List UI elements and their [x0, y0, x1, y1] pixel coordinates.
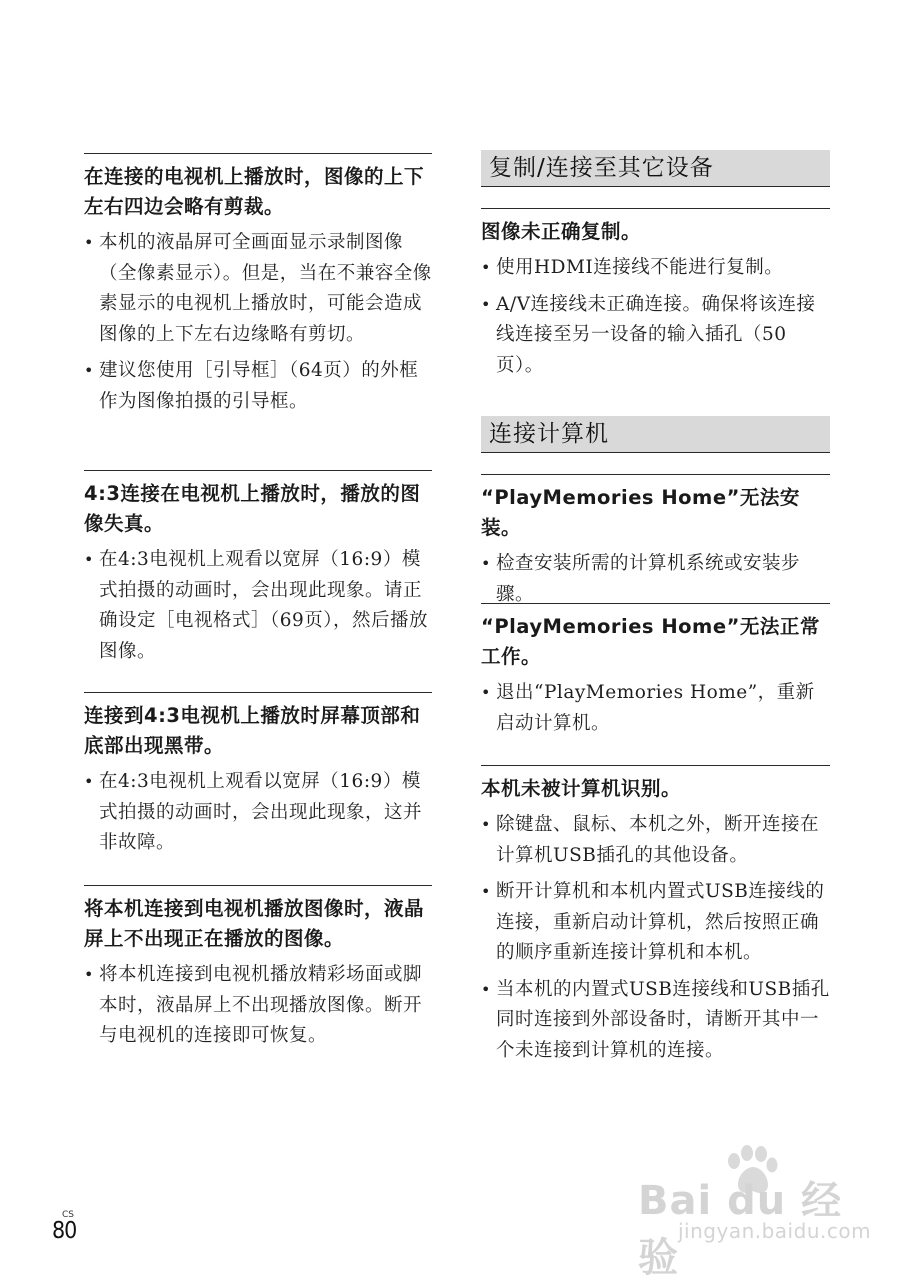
issue-block-lcd-no-image	[84, 885, 432, 1052]
bullet-item: • 使用HDMI连接线不能进行复制。	[481, 253, 830, 284]
issue-title: 在连接的电视机上播放时，图像的上下左右四边会略有剪裁。	[84, 165, 425, 218]
bullet-item: • 当本机的内置式USB连接线和USB插孔同时连接到外部设备时，请断开其中一个未连接到计算机的连接。	[481, 975, 830, 1067]
issue-block-install-failed	[481, 474, 830, 610]
issue-title: “PlayMemories Home”无法正常工作。	[481, 615, 820, 668]
issue-block-copy-failed	[481, 208, 830, 381]
issue-block-tv-cropping	[84, 153, 432, 417]
issue-title: 4:3连接在电视机上播放时，播放的图像失真。	[84, 482, 421, 535]
baidu-watermark	[638, 1145, 872, 1281]
issue-block-not-recognized	[481, 765, 830, 1066]
bullet-item: • 在4:3电视机上观看以宽屏（16:9）模式拍摄的动画时，会出现此现象，这并非故障。	[84, 767, 432, 859]
issue-title: “PlayMemories Home”无法安装。	[481, 486, 800, 539]
bullet-item: • 将本机连接到电视机播放精彩场面或脚本时，液晶屏上不出现播放图像。断开与电视机的连接即可恢复。	[84, 960, 432, 1052]
issue-title: 连接到4:3电视机上播放时屏幕顶部和底部出现黑带。	[84, 704, 421, 757]
page-language-code: CS	[62, 1210, 74, 1220]
bullet-item: • 断开计算机和本机内置式USB连接线的连接，重新启动计算机，然后按照正确的顺序重新连接计算机和本机。	[481, 877, 830, 969]
bullet-item: • 除键盘、鼠标、本机之外，断开连接在计算机USB插孔的其他设备。	[481, 810, 830, 871]
watermark-brand-text: Bai du 经验	[638, 1178, 843, 1281]
section-header-label: 复制/连接至其它设备	[489, 155, 714, 181]
issue-block-43-distortion	[84, 470, 432, 667]
bullet-item: • 本机的液晶屏可全画面显示录制图像（全像素显示）。但是，当在不兼容全像素显示的电视机上播放时，可能会造成图像的上下左右边缘略有剪切。	[84, 228, 432, 350]
bullet-item: • 检查安装所需的计算机系统或安装步骤。	[481, 549, 830, 610]
section-header-copy-connect	[481, 150, 830, 187]
bullet-item: • A/V连接线未正确连接。确保将该连接线连接至另一设备的输入插孔（50页）。	[481, 290, 830, 382]
watermark-url-text: jingyan.baidu.com	[678, 1219, 872, 1243]
section-header-computer	[481, 416, 830, 453]
bullet-item: • 在4:3电视机上观看以宽屏（16:9）模式拍摄的动画时，会出现此现象。请正确设定［电视格式］（69页），然后播放图像。	[84, 545, 432, 667]
issue-title: 将本机连接到电视机播放图像时，液晶屏上不出现正在播放的图像。	[84, 897, 425, 950]
bullet-item: • 建议您使用［引导框］（64页）的外框作为图像拍摄的引导框。	[84, 356, 432, 417]
issue-title: 图像未正确复制。	[481, 220, 642, 243]
bullet-item: • 退出“PlayMemories Home”，重新启动计算机。	[481, 678, 830, 739]
page-number: 80	[52, 1218, 77, 1244]
issue-block-not-working	[481, 603, 830, 739]
section-header-label: 连接计算机	[489, 421, 609, 447]
issue-title: 本机未被计算机识别。	[481, 777, 682, 800]
issue-block-black-bands	[84, 692, 432, 859]
